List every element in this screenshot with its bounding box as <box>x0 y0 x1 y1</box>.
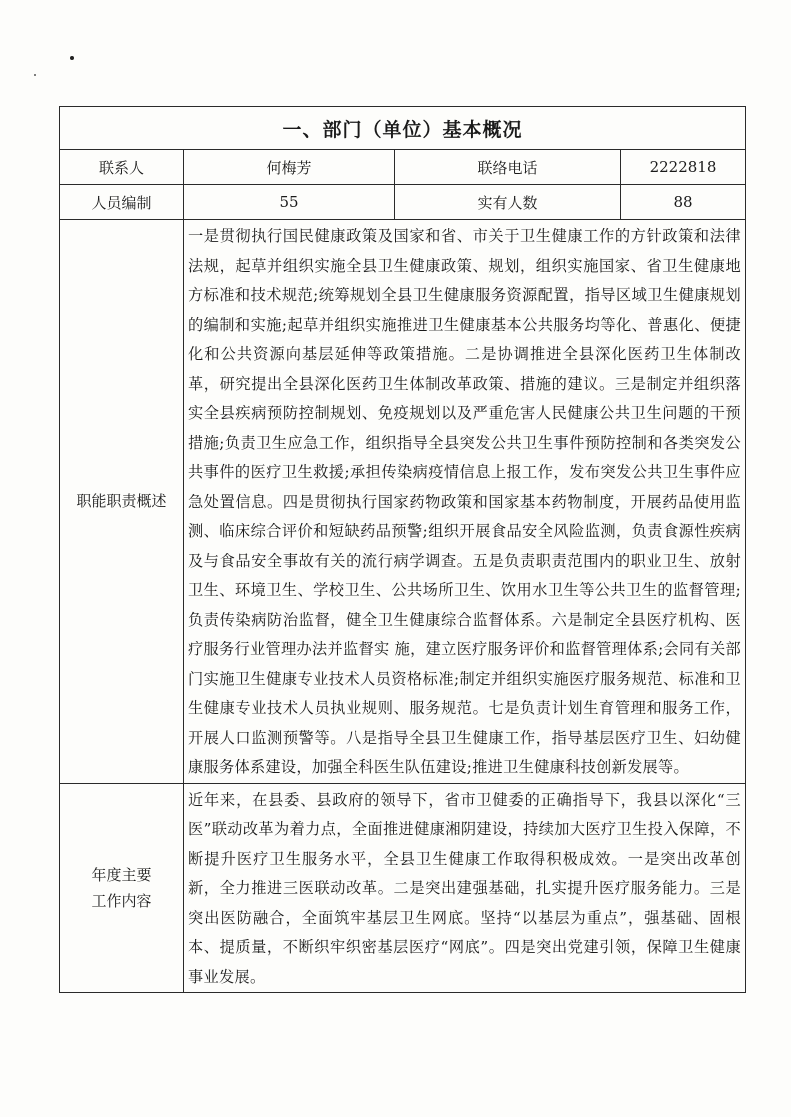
staff-actual-value: 88 <box>621 185 746 220</box>
scan-speck <box>70 56 74 60</box>
phone-label: 联络电话 <box>395 150 621 185</box>
staff-quota-value: 55 <box>184 185 395 220</box>
contact-label: 联系人 <box>60 150 184 185</box>
duties-label: 职能职责概述 <box>60 220 184 784</box>
staff-quota-label: 人员编制 <box>60 185 184 220</box>
table-title: 一、部门（单位）基本概况 <box>60 107 746 150</box>
duties-text: 一是贯彻执行国民健康政策及国家和省、市关于卫生健康工作的方针政策和法律法规，起草并组织实施全县卫生健康政策、规划，组织实施国家、省卫生健康地方标准和技术规范;统筹规划全县卫生健康服务资源配置，指导区域卫生健康规划的编制和实施;起草并组织实施推进卫生健康基本公共服务均等化、普惠化、便捷化和公共资源向基层延伸等政策措施。二是协调推进全县深化医药卫生体制改革，研究提出全县深化医药卫生体制改革政策、措施的建议。三是制定并组织落实全县疾病预防控制规划、免疫规划以及严重危害人民健康公共卫生问题的干预措施;负责卫生应急工作，组织指导全县突发公共卫生事件预防控制和各类突发公共事件的医疗卫生救援;承担传染病疫情信息上报工作，发布突发公共卫生事件应急处置信息。四是贯彻执行国家药物政策和国家基本药物制度，开展药品使用监测、临床综合评价和短缺药品预警;组织开展食品安全风险监测，负责食源性疾病及与食品安全事故有关的流行病学调查。五是负责职责范围内的职业卫生、放射卫生、环境卫生、学校卫生、公共场所卫生、饮用水卫生等公共卫生的监督管理;负责传染病防治监督，健全卫生健康综合监督体系。六是制定全县医疗机构、医疗服务行业管理办法并监督实 施，建立医疗服务评价和监督管理体系;会同有关部门实施卫生健康专业技术人员资格标准;制定并组织实施医疗服务规范、标准和卫生健康专业技术人员执业规则、服务规范。七是负责计划生育管理和服务工作，开展人口监测预警等。八是指导全县卫生健康工作，指导基层医疗卫生、妇幼健康服务体系建设，加强全科医生队伍建设;推进卫生健康科技创新发展等。 <box>184 220 746 784</box>
annual-work-text: 近年来，在县委、县政府的领导下，省市卫健委的正确指导下，我县以深化“三医”联动改革为着力点，全面推进健康湘阴建设，持续加大医疗卫生投入保障，不断提升医疗卫生服务水平，全县卫生健康工作取得积极成效。一是突出改革创新，全力推进三医联动改革。二是突出建强基础，扎实提升医疗服务能力。三是突出医防融合，全面筑牢基层卫生网底。坚持“以基层为重点”，强基础、固根本、提质量，不断织牢织密基层医疗“网底”。四是突出党建引领，保障卫生健康事业发展。 <box>184 783 746 993</box>
annual-work-label-line1: 年度主要 <box>91 865 152 884</box>
annual-work-label <box>60 783 184 993</box>
duties-row <box>60 220 746 784</box>
annual-work-label-line2: 工作内容 <box>91 891 152 910</box>
contact-value: 何梅芳 <box>184 150 395 185</box>
staff-row <box>60 185 746 220</box>
contact-row <box>60 150 746 185</box>
scan-speck <box>34 74 36 76</box>
title-row <box>60 107 746 150</box>
staff-actual-label: 实有人数 <box>395 185 621 220</box>
phone-value: 2222818 <box>621 150 746 185</box>
basic-overview-table <box>59 106 746 993</box>
annual-work-row <box>60 783 746 993</box>
